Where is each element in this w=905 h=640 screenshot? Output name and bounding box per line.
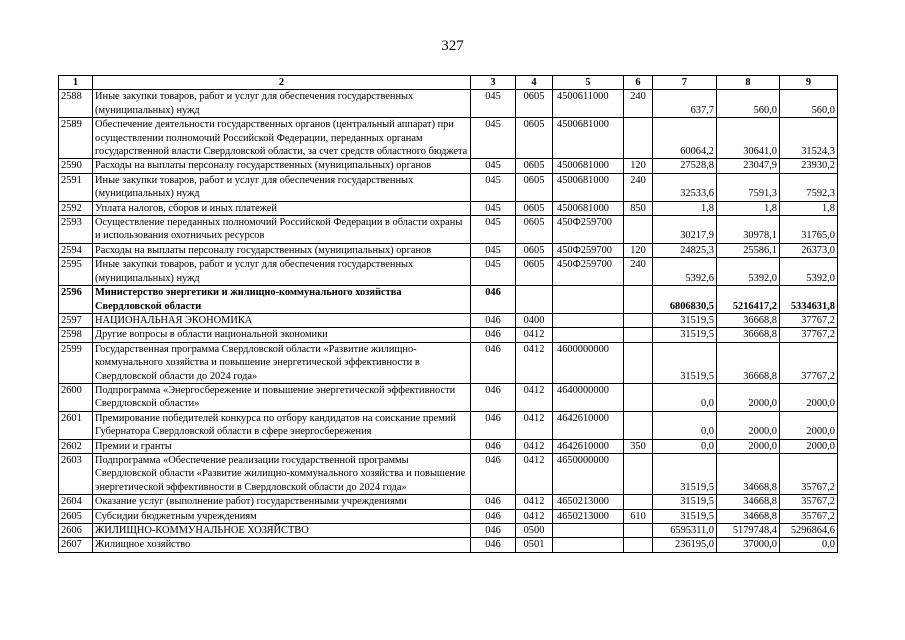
amount-col9: 0,0 [780,538,838,552]
row-number: 2599 [59,342,93,383]
amount-col8: 5179748,4 [717,524,780,538]
code-section: 0605 [516,243,553,257]
amount-col8: 34668,8 [717,495,780,509]
code-expense-type: 850 [624,201,653,215]
row-number: 2606 [59,524,93,538]
code-admin: 045 [471,216,516,244]
table-row [59,342,838,383]
code-expense-type [624,118,653,159]
amount-col8: 7591,3 [717,173,780,201]
code-section: 0400 [516,313,553,327]
code-expense-type [624,453,653,494]
code-expense-type: 120 [624,243,653,257]
row-number: 2603 [59,453,93,494]
row-number: 2596 [59,286,93,314]
code-admin: 046 [471,495,516,509]
row-name: ЖИЛИЩНО-КОММУНАЛЬНОЕ ХОЗЯЙСТВО [93,524,471,538]
amount-col8: 5216417,2 [717,286,780,314]
code-target: 4642610000 [553,411,624,439]
table-row [59,159,838,173]
row-number: 2600 [59,383,93,411]
amount-col9: 35767,2 [780,495,838,509]
amount-col9: 2000,0 [780,411,838,439]
code-expense-type [624,216,653,244]
column-header: 2 [93,76,471,90]
row-name: Другие вопросы в области национальной экономики [93,328,471,342]
amount-col9: 35767,2 [780,453,838,494]
table-row [59,118,838,159]
amount-col8: 5392,0 [717,258,780,286]
table-row [59,538,838,552]
amount-col9: 26373,0 [780,243,838,257]
code-target: 4650000000 [553,453,624,494]
code-expense-type: 240 [624,258,653,286]
amount-col7: 32533,6 [653,173,717,201]
code-target: 4500681000 [553,159,624,173]
code-admin: 045 [471,118,516,159]
code-section: 0412 [516,411,553,439]
amount-col9: 37767,2 [780,328,838,342]
header-row [59,76,838,90]
row-name: Обеспечение деятельности государственных органов (центральный аппарат) при осуществлении полномочий Российской Федерации, переданных органам государственной власти Свердловской области, за счет средств областного бюджета [93,118,471,159]
code-expense-type: 350 [624,439,653,453]
table-row [59,383,838,411]
amount-col7: 31519,5 [653,328,717,342]
code-expense-type [624,538,653,552]
code-admin: 046 [471,439,516,453]
code-admin: 046 [471,383,516,411]
table-row [59,258,838,286]
column-header: 7 [653,76,717,90]
column-header: 8 [717,76,780,90]
code-section: 0412 [516,383,553,411]
code-target: 4500681000 [553,118,624,159]
row-number: 2604 [59,495,93,509]
amount-col9: 23930,2 [780,159,838,173]
amount-col7: 24825,3 [653,243,717,257]
row-name: Подпрограмма «Энергосбережение и повышение энергетической эффективности Свердловской области» [93,383,471,411]
column-header: 3 [471,76,516,90]
code-target [553,524,624,538]
row-name: Иные закупки товаров, работ и услуг для обеспечения государственных (муниципальных) нужд [93,258,471,286]
code-admin: 046 [471,313,516,327]
amount-col9: 31524,3 [780,118,838,159]
code-admin: 046 [471,453,516,494]
code-target: 4650213000 [553,495,624,509]
amount-col8: 36668,8 [717,328,780,342]
amount-col8: 30978,1 [717,216,780,244]
code-section: 0605 [516,201,553,215]
code-section: 0412 [516,453,553,494]
amount-col9: 37767,2 [780,313,838,327]
code-expense-type [624,342,653,383]
code-expense-type [624,383,653,411]
table-row [59,216,838,244]
code-section: 0605 [516,216,553,244]
amount-col8: 36668,8 [717,342,780,383]
row-name: Премии и гранты [93,439,471,453]
amount-col7: 60064,2 [653,118,717,159]
code-target: 4642610000 [553,439,624,453]
amount-col9: 35767,2 [780,509,838,523]
row-number: 2589 [59,118,93,159]
amount-col7: 236195,0 [653,538,717,552]
row-name: Государственная программа Свердловской области «Развитие жилищно-коммунального хозяйства и повышение энергетической эффективности в Свердловской области до 2024 года» [93,342,471,383]
code-expense-type [624,328,653,342]
code-admin: 046 [471,524,516,538]
amount-col7: 637,7 [653,90,717,118]
amount-col9: 560,0 [780,90,838,118]
amount-col7: 31519,5 [653,495,717,509]
code-section: 0500 [516,524,553,538]
row-number: 2590 [59,159,93,173]
code-section: 0605 [516,159,553,173]
table-row [59,328,838,342]
row-name: Подпрограмма «Обеспечение реализации государственной программы Свердловской области «Развитие жилищно-коммунального хозяйства и повышение энергетической эффективности в Свердловской области до 2024 года» [93,453,471,494]
column-header: 9 [780,76,838,90]
code-target [553,286,624,314]
code-target: 450Ф259700 [553,243,624,257]
amount-col7: 31519,5 [653,313,717,327]
code-section [516,286,553,314]
code-admin: 046 [471,411,516,439]
amount-col8: 36668,8 [717,313,780,327]
amount-col9: 2000,0 [780,383,838,411]
code-target: 4500611000 [553,90,624,118]
row-number: 2592 [59,201,93,215]
amount-col9: 5392,0 [780,258,838,286]
amount-col8: 30641,0 [717,118,780,159]
row-name: Уплата налогов, сборов и иных платежей [93,201,471,215]
amount-col8: 34668,8 [717,453,780,494]
code-admin: 045 [471,90,516,118]
amount-col9: 37767,2 [780,342,838,383]
amount-col9: 5296864,6 [780,524,838,538]
amount-col9: 1,8 [780,201,838,215]
code-expense-type [624,411,653,439]
code-target: 450Ф259700 [553,216,624,244]
table-row [59,313,838,327]
row-name: Субсидии бюджетным учреждениям [93,509,471,523]
row-name: Иные закупки товаров, работ и услуг для обеспечения государственных (муниципальных) нужд [93,90,471,118]
row-number: 2605 [59,509,93,523]
code-admin: 046 [471,538,516,552]
code-section: 0412 [516,509,553,523]
amount-col7: 31519,5 [653,453,717,494]
amount-col8: 23047,9 [717,159,780,173]
code-target: 450Ф259700 [553,258,624,286]
code-expense-type: 120 [624,159,653,173]
amount-col8: 560,0 [717,90,780,118]
code-target [553,328,624,342]
code-target: 4650213000 [553,509,624,523]
code-target: 4500681000 [553,201,624,215]
code-admin: 045 [471,258,516,286]
row-number: 2607 [59,538,93,552]
row-number: 2602 [59,439,93,453]
row-name: Министерство энергетики и жилищно-коммунального хозяйства Свердловской области [93,286,471,314]
code-admin: 046 [471,509,516,523]
amount-col8: 34668,8 [717,509,780,523]
row-number: 2588 [59,90,93,118]
row-number: 2593 [59,216,93,244]
row-name: Осуществление переданных полномочий Российской Федерации в области охраны и использования охотничьих ресурсов [93,216,471,244]
code-admin: 045 [471,159,516,173]
amount-col7: 0,0 [653,383,717,411]
code-section: 0605 [516,258,553,286]
column-header: 4 [516,76,553,90]
row-name: НАЦИОНАЛЬНАЯ ЭКОНОМИКА [93,313,471,327]
row-name: Жилищное хозяйство [93,538,471,552]
table-row [59,201,838,215]
amount-col9: 5334631,8 [780,286,838,314]
table-row [59,90,838,118]
code-target [553,538,624,552]
row-name: Премирование победителей конкурса по отбору кандидатов на соискание премий Губернатора Свердловской области в сфере энергосбережения [93,411,471,439]
table-row [59,439,838,453]
amount-col8: 25586,1 [717,243,780,257]
row-number: 2595 [59,258,93,286]
amount-col7: 6595311,0 [653,524,717,538]
code-section: 0412 [516,328,553,342]
code-section: 0605 [516,90,553,118]
row-number: 2594 [59,243,93,257]
amount-col8: 1,8 [717,201,780,215]
amount-col7: 0,0 [653,439,717,453]
code-section: 0412 [516,342,553,383]
code-admin: 045 [471,243,516,257]
table-row [59,243,838,257]
amount-col8: 2000,0 [717,411,780,439]
code-target: 4640000000 [553,383,624,411]
row-name: Оказание услуг (выполнение работ) государственными учреждениями [93,495,471,509]
code-admin: 046 [471,328,516,342]
amount-col9: 7592,3 [780,173,838,201]
code-expense-type [624,313,653,327]
amount-col7: 0,0 [653,411,717,439]
row-number: 2598 [59,328,93,342]
amount-col8: 2000,0 [717,439,780,453]
amount-col7: 31519,5 [653,342,717,383]
code-target: 4600000000 [553,342,624,383]
amount-col7: 5392,6 [653,258,717,286]
amount-col7: 27528,8 [653,159,717,173]
code-expense-type [624,524,653,538]
code-target: 4500681000 [553,173,624,201]
code-target [553,313,624,327]
code-expense-type: 240 [624,90,653,118]
table-row [59,495,838,509]
amount-col8: 2000,0 [717,383,780,411]
amount-col7: 30217,9 [653,216,717,244]
code-section: 0412 [516,495,553,509]
amount-col7: 1,8 [653,201,717,215]
page-number: 327 [441,38,464,54]
row-number: 2591 [59,173,93,201]
row-name: Расходы на выплаты персоналу государственных (муниципальных) органов [93,159,471,173]
amount-col9: 31765,0 [780,216,838,244]
table-body [59,90,838,552]
table-row [59,411,838,439]
amount-col7: 6806830,5 [653,286,717,314]
table-row [59,524,838,538]
column-header: 5 [553,76,624,90]
amount-col8: 37000,0 [717,538,780,552]
code-expense-type: 610 [624,509,653,523]
code-section: 0501 [516,538,553,552]
amount-col9: 2000,0 [780,439,838,453]
code-admin: 046 [471,342,516,383]
code-expense-type [624,495,653,509]
row-name: Расходы на выплаты персоналу государственных (муниципальных) органов [93,243,471,257]
code-section: 0605 [516,173,553,201]
row-number: 2601 [59,411,93,439]
code-admin: 045 [471,173,516,201]
column-header: 6 [624,76,653,90]
row-name: Иные закупки товаров, работ и услуг для обеспечения государственных (муниципальных) нужд [93,173,471,201]
budget-table [58,75,838,553]
code-admin: 045 [471,201,516,215]
code-expense-type: 240 [624,173,653,201]
code-section: 0412 [516,439,553,453]
code-section: 0605 [516,118,553,159]
code-admin: 046 [471,286,516,314]
column-header: 1 [59,76,93,90]
code-expense-type [624,286,653,314]
table-row [59,509,838,523]
row-number: 2597 [59,313,93,327]
amount-col7: 31519,5 [653,509,717,523]
table-row [59,173,838,201]
table-row [59,453,838,494]
table-row [59,286,838,314]
